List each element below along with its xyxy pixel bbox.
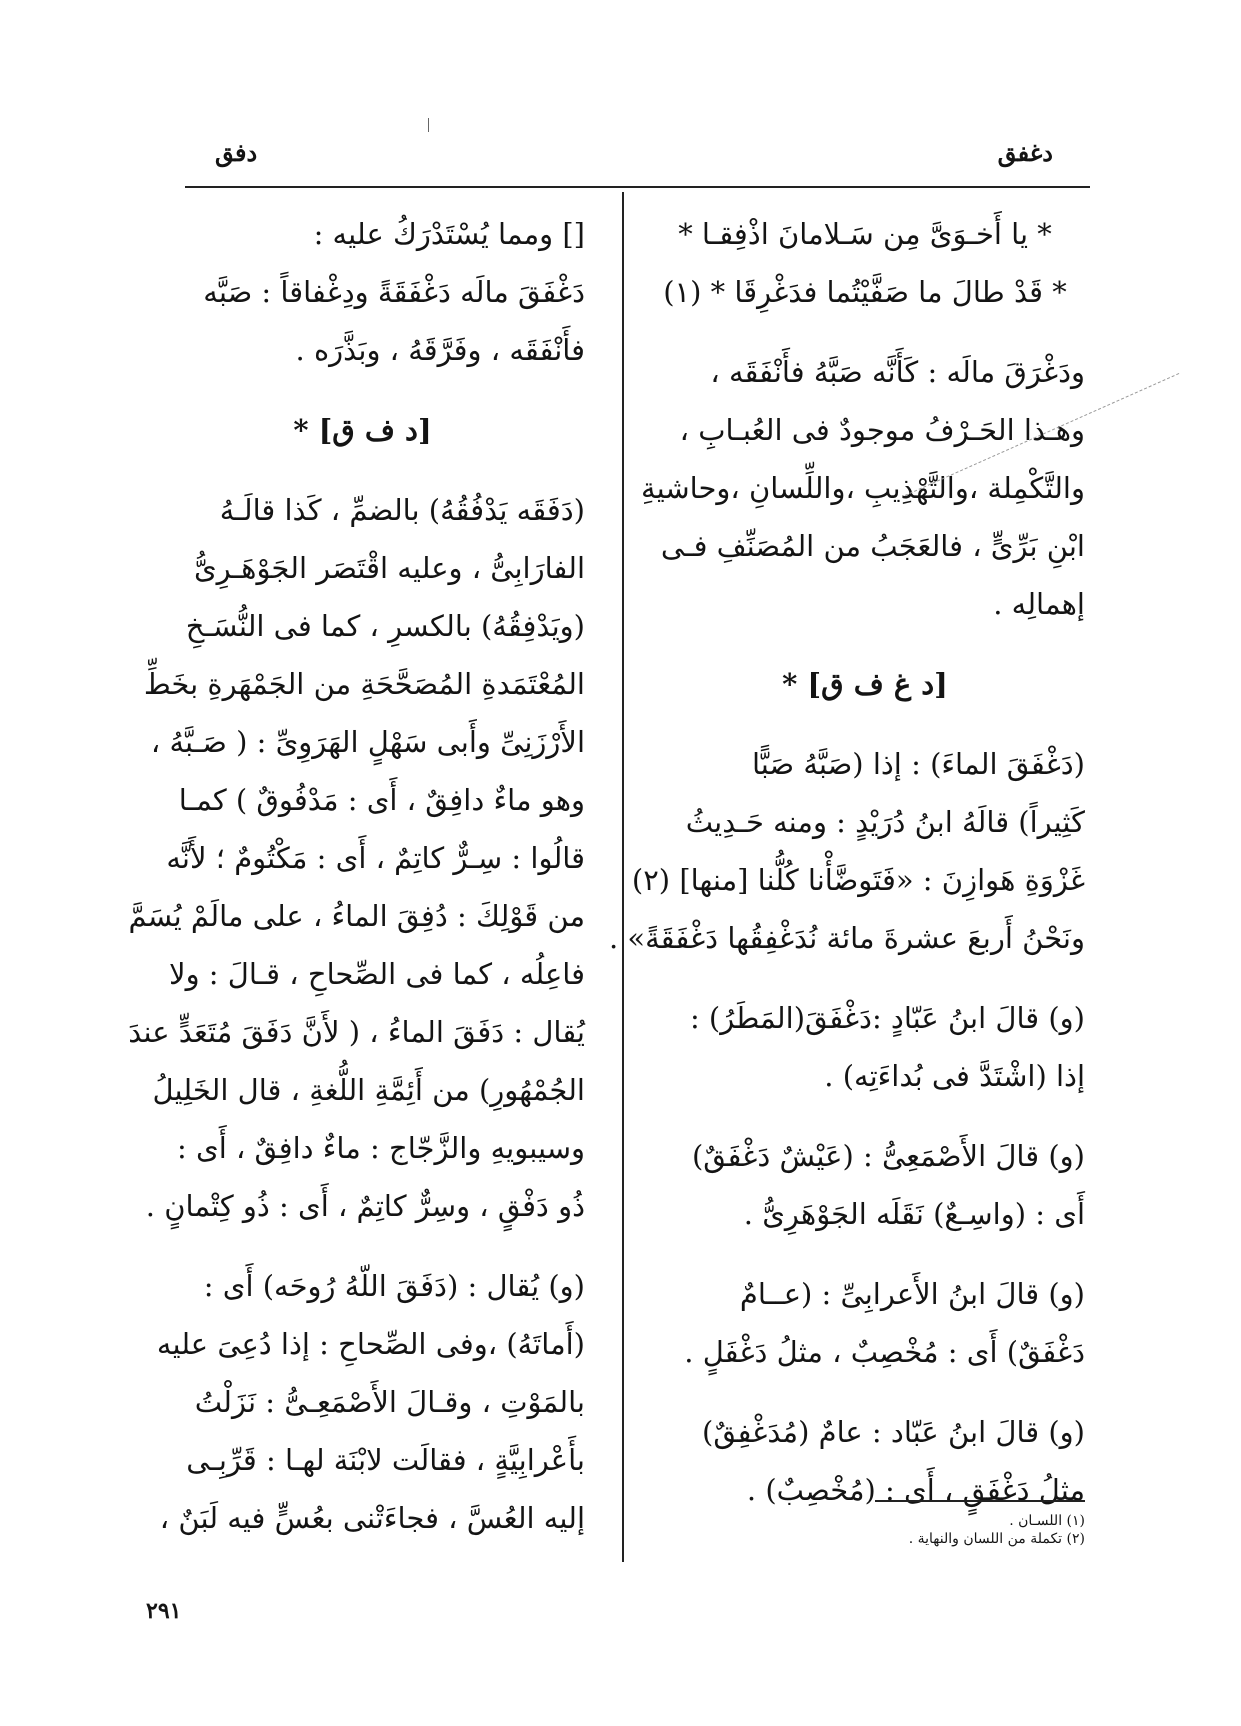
spacer: [645, 1381, 1085, 1403]
text-line: (و) قالَ ابنُ الأَعرابِىِّ : (عــامٌ: [739, 1277, 1085, 1311]
entry-heading: [د ف ق] *: [293, 413, 432, 447]
text-line: قالُوا : سِـرٌّ كاتِمٌ ، أَى : مَكْتُومٌ ؛ لأَنَّه: [166, 841, 585, 875]
verse-line: * قَدْ طالَ ما صَفَّيْتُما فدَغْرِقَا * (١): [663, 275, 1067, 309]
text-line: [] ومما يُسْتَدْرَكُ عليه :: [313, 217, 585, 251]
text-line: دَغْفَقٌ) أَى : مُخْصِبٌ ، مثلُ دَغْفَلٍ .: [684, 1335, 1085, 1369]
text-line: المُعْتَمَدةِ المُصَحَّحَةِ من الجَمْهَرةِ بخَطِّ: [143, 667, 585, 701]
text-line: مثلُ دَغْفَقٍ ، أَى : (مُخْصِبٌ) .: [746, 1473, 1085, 1507]
text-line: الفارَابِىُّ ، وعليه اقْتَصَر الجَوْهَـرِىُّ: [193, 551, 585, 585]
text-line: (و) يُقال : (دَفَقَ اللّهُ رُوحَه) أَى :: [203, 1269, 585, 1303]
footnote-rule: [875, 1500, 1085, 1502]
text-line: دَغْفَقَ مالَه دَغْفَقَةً ودِغْفاقاً : صَبَّه: [203, 275, 585, 309]
text-line: غَزْوَةِ هَوازِنَ : «فَتَوضَّأْنا كُلُّنا [منها] (٢): [631, 863, 1085, 897]
text-line: بأَعْرابِيَّةٍ ، فقالَت لابْنَة لهـا : قَرِّبِـى: [186, 1443, 585, 1477]
text-line: وسيبويهِ والزَّجّاج : ماءٌ دافِقٌ ، أَى :: [177, 1131, 585, 1165]
column-divider: [622, 192, 624, 1562]
text-line: إليه العُسَّ ، فجاءَتْنى بعُسٍّ فيه لَبَنٌ ،: [159, 1501, 585, 1535]
text-line: أَى : (واسِـعٌ) نَقَلَه الجَوْهَرِىُّ .: [743, 1197, 1085, 1231]
text-line: (أَماتَهُ) ،وفى الصِّحاحِ : إذا دُعِىَ عليه: [156, 1327, 585, 1361]
text-line: الجُمْهُورِ) من أَئِمَّةِ اللُّغةِ ، قال الخَلِيلُ: [152, 1073, 585, 1107]
text-line: إهمالِه .: [993, 587, 1085, 621]
left-column: [128, 205, 585, 1547]
scan-mark: [428, 118, 429, 132]
text-line: فاعِلُه ، كما فى الصِّحاحِ ، قـالَ : ولا: [169, 957, 585, 991]
text-line: إذا (اشْتَدَّ فى بُداءَتِه) .: [824, 1059, 1085, 1093]
text-line: الأَرْزَنِىِّ وأَبى سَهْلٍ الهَرَوِىِّ : ( صَـبَّهُ ،: [150, 725, 585, 759]
text-line: ذُو دَفْقٍ ، وسِرٌّ كاتِمٌ ، أَى : ذُو كِتْمانٍ .: [145, 1189, 585, 1223]
running-header-right: دغفق: [997, 138, 1053, 167]
running-header-left: دفق: [215, 138, 258, 167]
spacer: [140, 379, 585, 401]
text-line: ابْنِ بَرِّىٍّ ، فالعَجَبُ من المُصَنِّفِ فـى: [660, 529, 1085, 563]
text-line: ونَحْنُ أَربعَ عشرةَ مائة نُدَغْفِقُها دَغْفَقَةً» .: [608, 921, 1085, 955]
text-line: (و) قالَ ابنُ عَبّاد : عامٌ (مُدَغْفِقٌ): [702, 1415, 1085, 1449]
text-line: فأَنْفَقَه ، وفَرَّقَهُ ، وبَذَّرَه .: [295, 333, 585, 367]
page-number: ٢٩١: [146, 1598, 182, 1624]
text-line: بالمَوْتِ ، وقـالَ الأَصْمَعِـىُّ : نَزَلْتُ: [194, 1385, 585, 1419]
spacer: [645, 1105, 1085, 1127]
spacer: [140, 459, 585, 481]
text-line: (و) قالَ الأَصْمَعِىُّ : (عَيْشٌ دَغْفَقٌ): [691, 1139, 1085, 1173]
spacer: [645, 321, 1085, 343]
footnote-1: (١) اللسـان .: [1009, 1513, 1085, 1529]
text-line: من قَوْلِكَ : دُفِقَ الماءُ ، على مالَمْ يُسَمَّ: [128, 899, 585, 933]
footnote-2: (٢) تكملة من اللسان والنهاية .: [908, 1531, 1085, 1547]
text-line: (و) قالَ ابنُ عَبّادٍ :دَغْفَقَ(المَطَرُ) :: [689, 1001, 1085, 1035]
spacer: [645, 713, 1085, 735]
footnotes: [860, 1512, 1085, 1548]
spacer: [645, 633, 1085, 655]
text-line: (دَفَقَه يَدْفُقُهُ) بالضمِّ ، كَذا قالَـهُ: [219, 493, 585, 527]
right-column: [608, 205, 1085, 1519]
spacer: [645, 1243, 1085, 1265]
entry-heading: [د غ ف ق] *: [782, 667, 948, 701]
verse-line: * يا أَخـوَىَّ مِن سَـلامانَ اذْفِقـا *: [678, 217, 1052, 251]
header-rule: [185, 186, 1090, 188]
text-line: وهـذا الحَـرْفُ موجودٌ فى العُبـابِ ،: [679, 413, 1085, 447]
text-line: ودَغْرَقَ مالَه : كَأَنَّه صَبَّهُ فأَنْفَقَه ،: [710, 355, 1085, 389]
text-line: يُقال : دَفَقَ الماءُ ، ( لأَنَّ دَفَقَ مُتَعَدٍّ عندَ: [128, 1015, 585, 1049]
text-line: والتَّكْمِلة ،والتَّهْذِيبِ ،واللِّسانِ ،وحاشيةِ: [641, 471, 1085, 505]
text-line: (ويَدْفِقُهُ) بالكسرِ ، كما فى النُّسَـخِ: [185, 609, 585, 643]
text-line: كَثِيراً) قالَهُ ابنُ دُرَيْدٍ : ومنه حَـدِيثُ: [685, 805, 1085, 839]
spacer: [645, 967, 1085, 989]
spacer: [140, 1235, 585, 1257]
text-line: (دَغْفَقَ الماءَ) : إذا (صَبَّهُ صَبًّا: [751, 747, 1085, 781]
text-line: وهو ماءٌ دافِقٌ ، أَى : مَدْفُوقٌ ) كمـا: [178, 783, 585, 817]
